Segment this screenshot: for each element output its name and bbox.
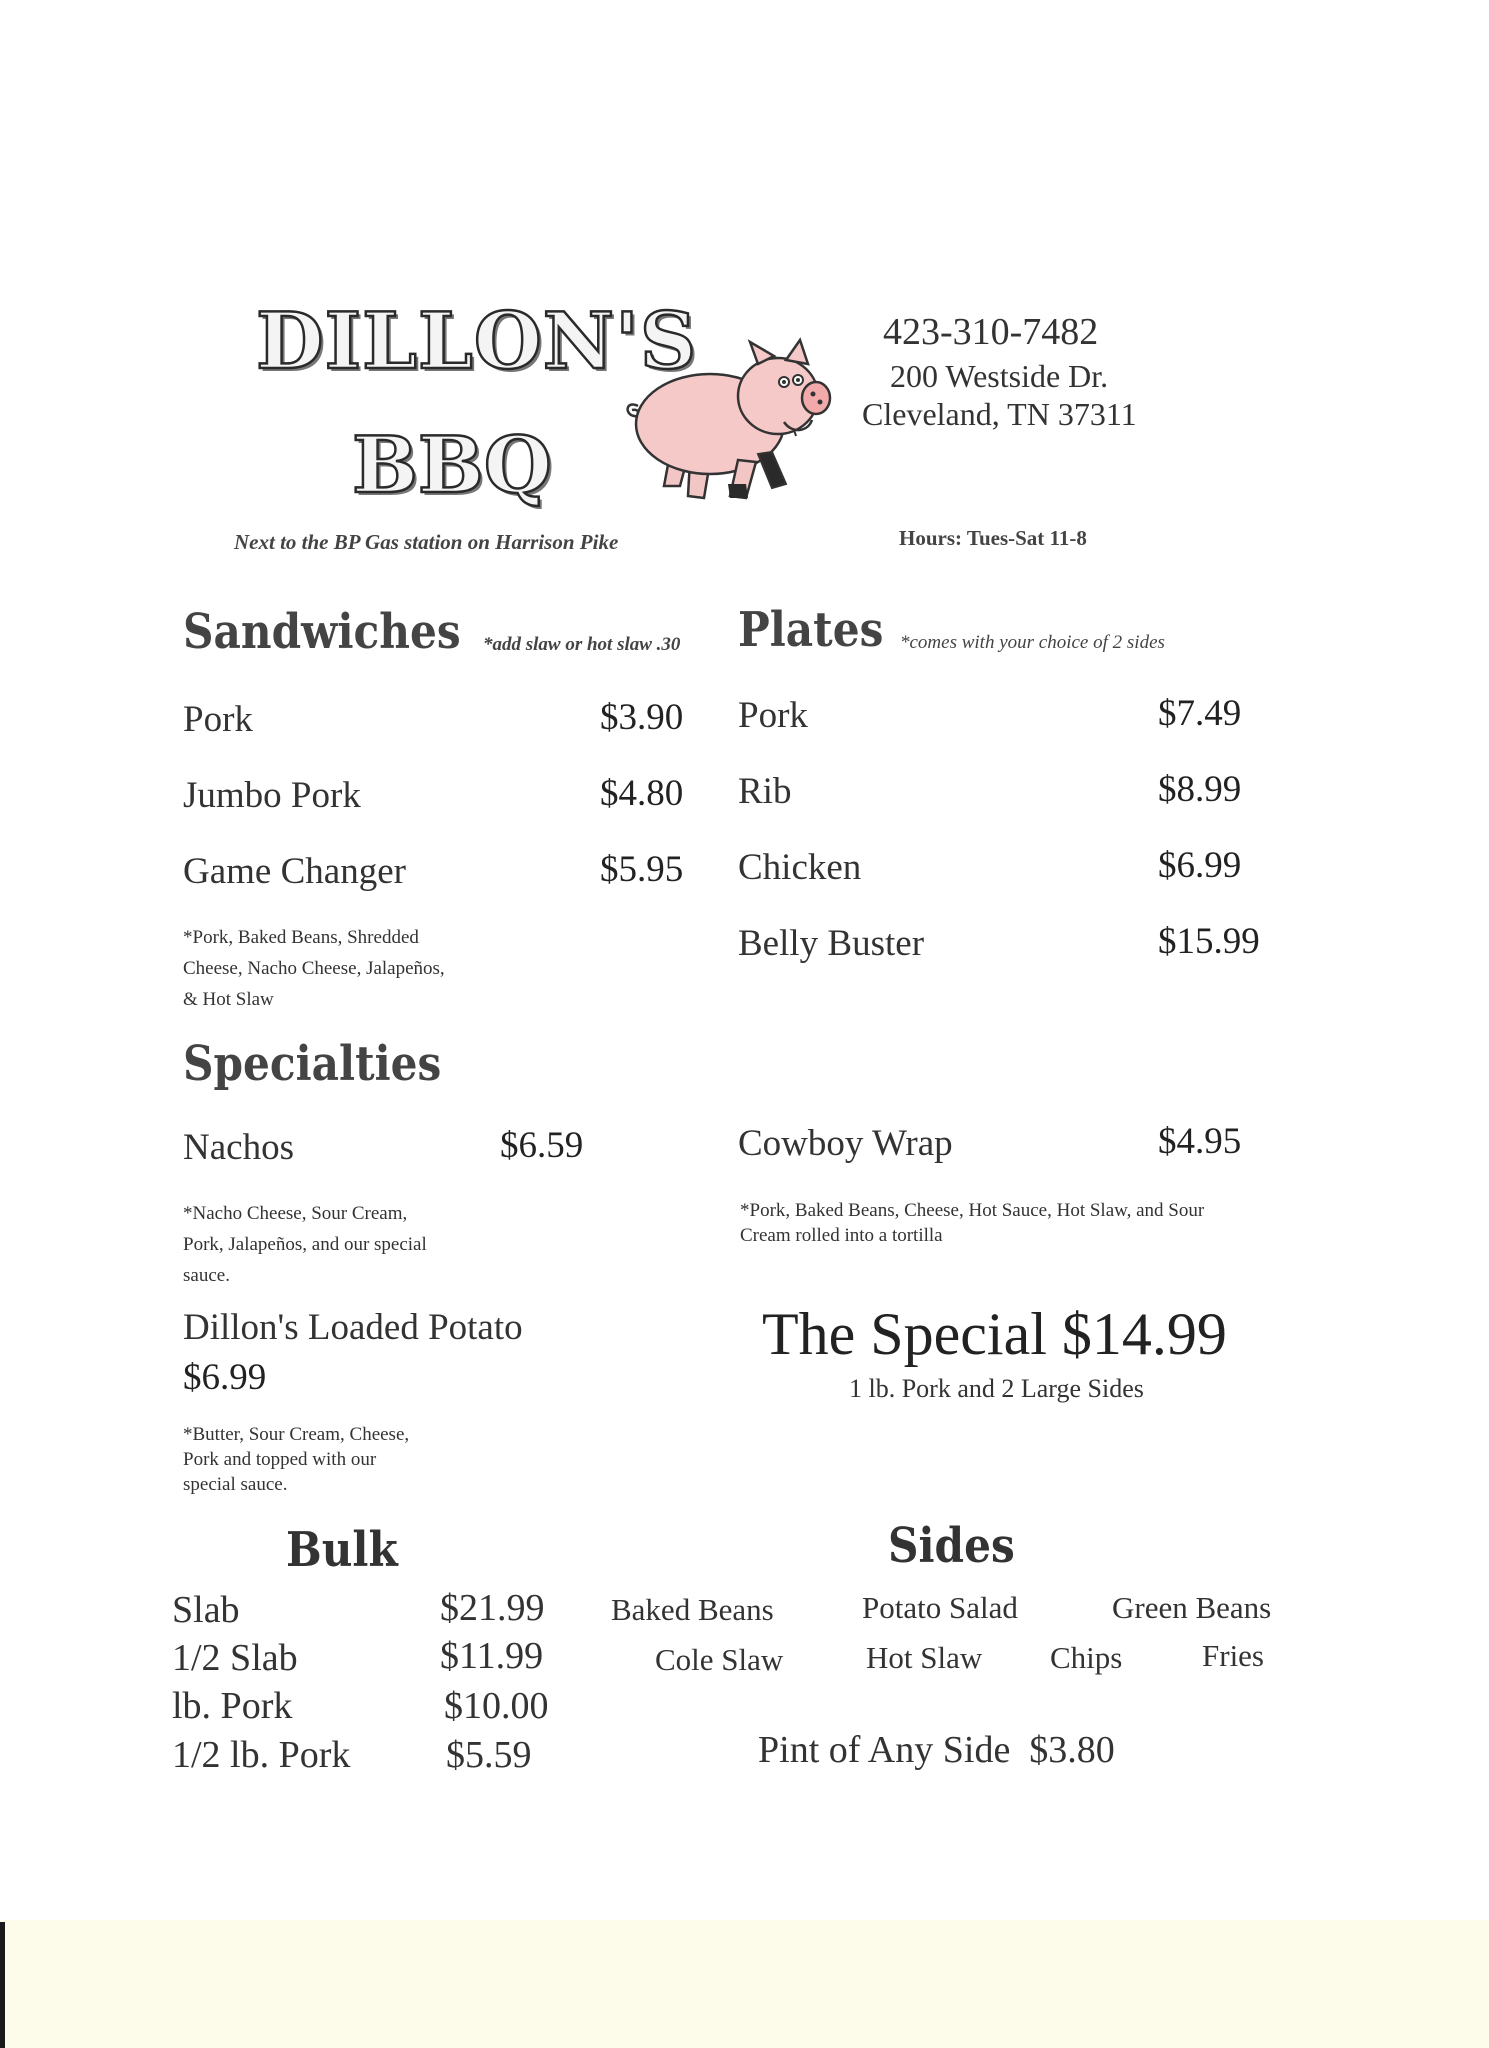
- menu-item-name: Jumbo Pork: [183, 775, 361, 816]
- pint-any-side: Pint of Any Side $3.80: [758, 1729, 1115, 1771]
- pig-icon: [618, 336, 840, 508]
- description-line: special sauce.: [183, 1474, 288, 1495]
- phone-number: 423-310-7482: [883, 311, 1099, 353]
- side-item: Hot Slaw: [866, 1640, 983, 1675]
- menu-item-price: $7.49: [1158, 693, 1242, 734]
- address-line-1: 200 Westside Dr.: [890, 358, 1109, 394]
- menu-item-price: $6.59: [500, 1125, 584, 1166]
- plates-note: *comes with your choice of 2 sides: [900, 632, 1165, 653]
- description-line: *Nacho Cheese, Sour Cream,: [183, 1203, 408, 1224]
- bulk-item-name: 1/2 Slab: [172, 1637, 298, 1679]
- bulk-item-name: 1/2 lb. Pork: [172, 1734, 351, 1776]
- menu-item-price: $8.99: [1158, 769, 1242, 810]
- description-line: *Pork, Baked Beans, Shredded: [183, 927, 419, 948]
- description-line: *Butter, Sour Cream, Cheese,: [183, 1424, 410, 1445]
- logo-title: DILLON'S: [256, 296, 698, 387]
- side-item: Chips: [1050, 1640, 1123, 1675]
- bulk-heading: Bulk: [286, 1522, 398, 1578]
- bulk-item-name: lb. Pork: [172, 1685, 293, 1727]
- description-line: & Hot Slaw: [183, 989, 274, 1010]
- hours-note: Hours: Tues-Sat 11-8: [899, 526, 1087, 550]
- description-line: Pork and topped with our: [183, 1449, 377, 1470]
- address-line-2: Cleveland, TN 37311: [862, 396, 1137, 432]
- cowboy-wrap-description: [740, 1198, 1300, 1248]
- bulk-item-price: $21.99: [440, 1587, 545, 1629]
- nachos-description: [183, 1198, 503, 1291]
- paper-edge-strip: [0, 1920, 1489, 2048]
- sandwiches-heading: Sandwiches: [183, 604, 461, 660]
- description-line: Cheese, Nacho Cheese, Jalapeños,: [183, 958, 445, 979]
- side-item: Fries: [1202, 1638, 1264, 1673]
- location-note: Next to the BP Gas station on Harrison Pike: [234, 530, 619, 554]
- side-item: Green Beans: [1112, 1590, 1272, 1625]
- sandwiches-note: *add slaw or hot slaw .30: [483, 634, 681, 655]
- bulk-item-name: Slab: [172, 1589, 240, 1631]
- logo-subtitle: BBQ: [352, 420, 552, 511]
- menu-item-name: Nachos: [183, 1127, 294, 1168]
- menu-item-name: Dillon's Loaded Potato: [183, 1307, 523, 1348]
- description-line: Cream rolled into a tortilla: [740, 1225, 943, 1246]
- description-line: sauce.: [183, 1265, 230, 1286]
- game-changer-description: [183, 922, 503, 1015]
- menu-item-name: Chicken: [738, 847, 862, 888]
- the-special-subtitle: 1 lb. Pork and 2 Large Sides: [849, 1374, 1144, 1403]
- bulk-item-price: $5.59: [446, 1734, 532, 1776]
- menu-item-name: Cowboy Wrap: [738, 1123, 953, 1164]
- menu-item-price: $5.95: [600, 849, 684, 890]
- sides-heading: Sides: [888, 1518, 1015, 1574]
- description-line: Pork, Jalapeños, and our special: [183, 1234, 427, 1255]
- menu-item-name: Rib: [738, 771, 792, 812]
- specialties-heading: Specialties: [183, 1036, 442, 1092]
- scan-edge-mark: [0, 1922, 5, 2048]
- menu-item-price: $4.80: [600, 773, 684, 814]
- menu-item-name: Pork: [738, 695, 808, 736]
- menu-item-price: $6.99: [1158, 845, 1242, 886]
- side-item: Cole Slaw: [655, 1642, 784, 1677]
- side-item: Baked Beans: [611, 1592, 774, 1627]
- menu-item-name: Game Changer: [183, 851, 406, 892]
- side-item: Potato Salad: [862, 1590, 1018, 1625]
- plates-heading: Plates: [738, 602, 884, 658]
- the-special-title: The Special $14.99: [762, 1301, 1227, 1367]
- bulk-item-price: $11.99: [440, 1635, 544, 1677]
- menu-item-price: $6.99: [183, 1357, 267, 1398]
- menu-item-name: Belly Buster: [738, 923, 925, 964]
- menu-item-price: $3.90: [600, 697, 684, 738]
- description-line: *Pork, Baked Beans, Cheese, Hot Sauce, Hot Slaw, and Sour: [740, 1200, 1205, 1221]
- menu-item-name: Pork: [183, 699, 253, 740]
- loaded-potato-description: [183, 1422, 503, 1497]
- menu-item-price: $15.99: [1158, 921, 1260, 962]
- menu-item-price: $4.95: [1158, 1121, 1242, 1162]
- bulk-item-price: $10.00: [444, 1685, 549, 1727]
